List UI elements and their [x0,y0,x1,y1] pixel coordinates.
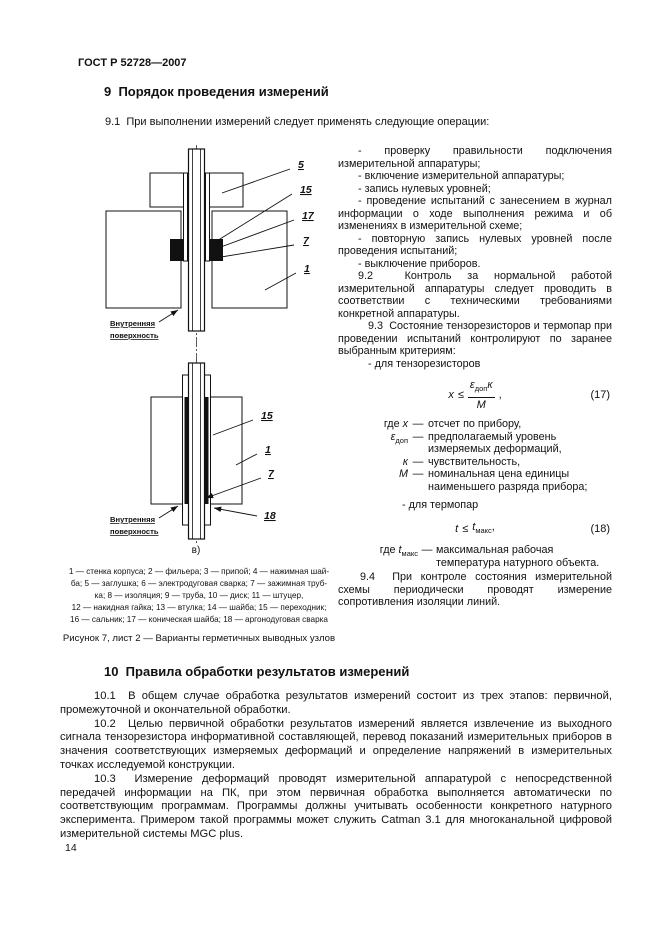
operation-item: - включение измерительной аппаратуры; [358,170,565,182]
figure-column [60,145,338,644]
operation-item: - проверку правильности подключения измерительной аппаратуры; [338,145,615,170]
callout-number-7: 7 [303,235,309,247]
operation-item: - запись нулевых уровней; [358,182,491,195]
figure-drawing [60,145,330,557]
lead-out-tube-top [189,149,205,331]
legend-line: 1 — стенка корпуса; 2 — фильера; 3 — припой; 4 — нажимная шай- [68,567,330,576]
formula-18: t ≤ $t_{макс}$, (18) [455,520,610,535]
legend-line: 12 — накидная гайка; 13 — втулка; 14 — шайба; 15 — переходник; [71,603,327,612]
less-equal-sign: ≤ [457,388,464,401]
paragraph-9-2: 9.2 Контроль за нормальной работой измерительной аппаратуры следует проводить в соответствии с техническими требованиями конкретной аппаратуры. [338,270,615,320]
case-wall-left [106,211,181,308]
operation-item: - повторную запись нулевых уровней после проведения испытаний; [338,232,615,257]
less-equal-sign: ≤ [462,522,469,535]
callout-number-1: 1 [304,263,310,275]
inner-surface-label-top-line1: Внутренняя [110,319,156,328]
clamp-sleeve-left [185,397,189,504]
page-number: 14 [65,842,77,854]
wall-block-left [151,397,183,504]
criterion-thermocouples: - для термопар [402,499,479,512]
paragraph-10-1: 10.1 В общем случае обработка результатов измерений состоит из трех этапов: первичной, промежуточной и окончательной обработки. [60,690,616,716]
legend-line: 16 — сальник; 17 — коническая шайба; 18 — аргонодуговая сварка [70,615,328,624]
callout-number-18: 18 [264,510,276,522]
formula-17: x ≤ $\frac{\varepsilon_{доп}к}{М}$ , (17) [448,379,610,411]
formula-17-fraction: $\frac{\varepsilon_{доп}к}{М}$ [469,379,493,411]
conical-washer-left [170,239,184,261]
formula-18-variable: t [455,522,459,535]
inner-surface-arrow-bottom [159,506,178,518]
where-list-17: где x — отсчет по прибору, $\varepsilon_{доп}$ — предполагаемый уровень измеряемых деформаций, к — чувствительность, М — номинальная цена единицы наименьшего разряда прибора; [383,418,588,493]
inner-surface-label-bottom-line1: Внутренняя [110,515,156,524]
inner-surface-label-top-line2: поверхность [110,331,159,340]
case-wall-right [212,211,287,308]
where-list-18: где $t_{макс}$ — максимальная рабочая температура натурного объекта. [379,544,600,569]
section9-title: 9 Порядок проведения измерений [104,84,329,99]
inner-surface-arrow-top [159,310,178,322]
formula-17-variable: x [448,388,454,401]
figure-caption: Рисунок 7, лист 2 — Варианты герметичных выводных узлов [62,633,336,644]
doc-header: ГОСТ Р 52728—2007 [78,57,187,69]
figure-legend [60,566,338,626]
paragraph-10-2: 10.2 Целью первичной обработки результатов измерений является извлечение из выходного сигнала тензорезистора информативной составляющей, перевод показаний измерительных приборов в значения соответствующих измеряемых деформаций и определение напряжений в измерительных точках исследуемой конструкции. [60,717,616,771]
bottom-assembly-drawing [110,363,276,556]
callout-number-1b: 1 [265,444,271,456]
top-assembly-drawing [106,149,315,340]
top-callout-leaders [209,169,296,290]
lead-out-tube-bottom [189,363,205,539]
clamp-sleeve-right [205,397,209,504]
text-column [338,145,615,644]
callout-number-7b: 7 [268,468,274,480]
callout-number-5: 5 [298,159,304,171]
wall-block-right [211,397,243,504]
callout-number-17: 17 [302,210,314,222]
clamp-tube-left [184,173,188,261]
paragraph-9-3: 9.3 Состояние тензорезисторов и термопар при проведении испытаний контролируют по заранее выбранным критериям: [338,320,615,357]
operation-item: - выключение приборов. [358,257,481,270]
paragraph-9-4: 9.4 При контроле состояния измерительной схемы периодически проводят измерение сопротивления изоляции линий. [338,571,615,609]
inner-surface-label-bottom-line2: поверхность [110,527,159,536]
operation-item: - проведение испытаний с занесением в журнал информации о ходе выполнения режима и об изменениях в измерительной схеме; [338,195,615,232]
plug-block-left [150,173,184,207]
section9-intro: 9.1 При выполнении измерений следует применять следующие операции: [105,116,490,128]
criterion-strain-gauges: - для тензорезисторов [368,357,481,370]
clamp-tube-right [206,173,210,261]
section10-body [60,690,616,842]
two-column-region [60,145,615,644]
subfigure-label: в) [191,545,201,556]
legend-line: ка; 8 — изоляция; 9 — труба, 10 — диск; 11 — штуцер, [94,591,304,600]
equation-number-17: (17) [590,388,610,401]
plug-block-right [210,173,244,207]
callout-number-15b: 15 [261,410,273,422]
callout-number-15: 15 [300,184,312,196]
section10-title: 10 Правила обработки результатов измерений [104,664,410,679]
legend-line: ба; 5 — заглушка; 6 — электродуговая сварка; 7 — зажимная труб- [70,579,328,588]
equation-number-18: (18) [590,522,610,535]
bottom-callout-leaders [206,420,261,516]
paragraph-10-3: 10.3 Измерение деформаций проводят измерительной аппаратурой с непосредственной передачей информации на ПК, при этом первичная обработка выполняется автоматически по соответствующим программам. Программы должны учитывать особенности конкретного натурного эксперимента. Примером такой программы может служить Catman 3.1 для многоканальной цифровой измерительной системы MGC plus. [60,772,616,840]
